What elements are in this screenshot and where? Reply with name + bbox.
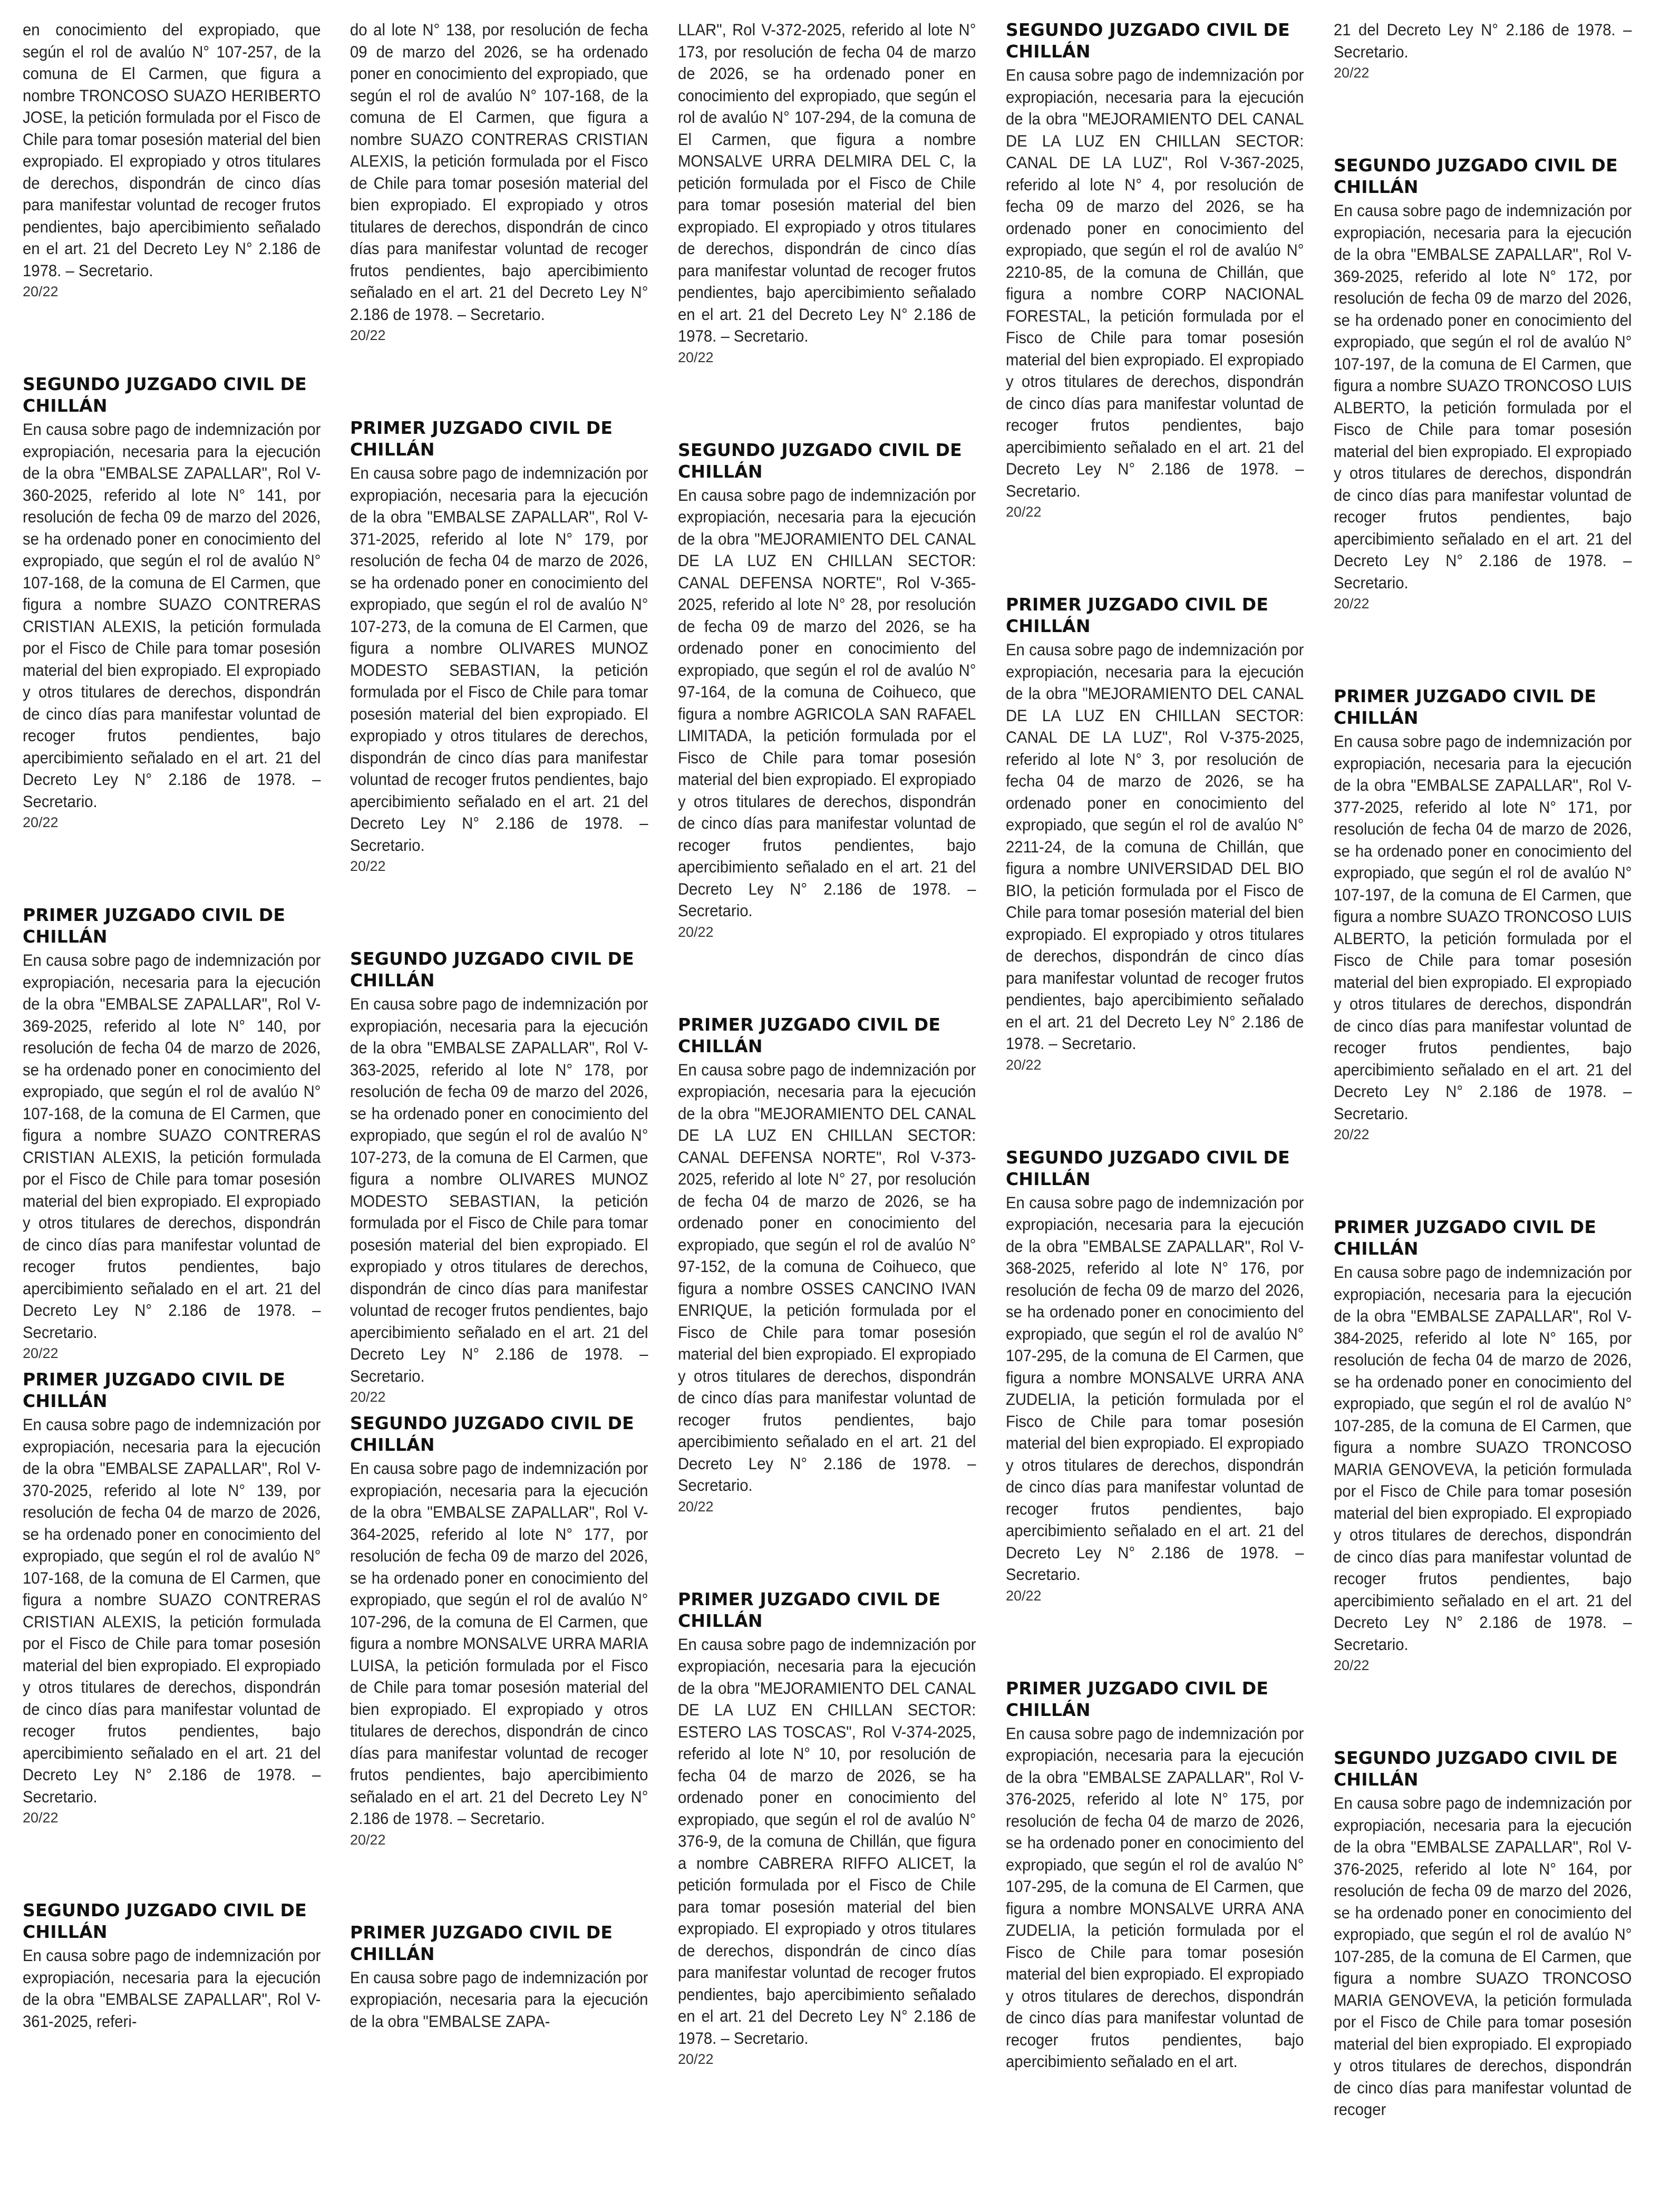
notice-heading: PRIMER JUZGADO CIVIL DE CHILLÁN [1006, 594, 1269, 636]
notice-code: 20/22 [350, 1389, 386, 1405]
notice-heading: SEGUNDO JUZGADO CIVIL DE CHILLÁN [350, 948, 634, 991]
legal-notice [1334, 1747, 1632, 2121]
notice-heading: PRIMER JUZGADO CIVIL DE CHILLÁN [1334, 1217, 1597, 1259]
notice-code: 20/22 [1334, 1657, 1370, 1673]
notice-code: 20/22 [350, 1831, 386, 1848]
column-1 [23, 19, 321, 2207]
notice-body: En causa sobre pago de indemnización por expropiación, necesaria para la ejecución de la obra "EMBALSE ZAPALLAR", Rol V-364-2025, referido al lote N° 177, por resolución de fecha 09 de marzo del 2026, se ha ordenado poner en conocimiento del expropiado, que según el rol de avalúo N° 107-296, de la comuna de El Carmen, que figura a nombre MONSALVE URRA MARIA LUISA, la petición formulada por el Fisco de Chile para tomar posesión material del bien expropiado. El expropiado y otros titulares de derechos, dispondrán de cinco días para manifestar voluntad de recoger frutos pendientes, bajo apercibimiento señalado en el art. 21 del Decreto Ley N° 2.186 de 1978. – Secretario. [350, 1459, 648, 1828]
legal-notice [23, 373, 321, 831]
notice-body: En causa sobre pago de indemnización por expropiación, necesaria para la ejecución de la obra "EMBALSE ZAPALLAR", Rol V-370-2025, referido al lote N° 139, por resolución de fecha 04 de marzo de 2026, se ha ordenado poner en conocimiento del expropiado, que según el rol de avalúo N° 107-168, de la comuna de El Carmen, que figura a nombre SUAZO CONTRERAS CRISTIAN ALEXIS, la petición formulada por el Fisco de Chile para tomar posesión material del bien expropiado. El expropiado y otros titulares de derechos, dispondrán de cinco días para manifestar voluntad de recoger frutos pendientes, bajo apercibimiento señalado en el art. 21 del Decreto Ley N° 2.186 de 1978. – Secretario. [23, 1415, 321, 1806]
notice-body: En causa sobre pago de indemnización por expropiación, necesaria para la ejecución de la obra "MEJORAMIENTO DEL CANAL DE LA LUZ EN CHILLAN SECTOR: ESTERO LAS TOSCAS", Rol V-374-2025, referido al lote N° 10, por resolución de fecha 04 de marzo de 2026, se ha ordenado poner en conocimiento del expropiado, que según el rol de avalúo N° 376-9, de la comuna de Chillán, que figura a nombre CABRERA RIFFO ALICET, la petición formulada por el Fisco de Chile para tomar posesión material del bien expropiado. El expropiado y otros titulares de derechos, dispondrán de cinco días para manifestar voluntad de recoger frutos pendientes, bajo apercibimiento señalado en el art. 21 del Decreto Ley N° 2.186 de 1978. – Secretario. [678, 1634, 976, 2048]
notice-body: En causa sobre pago de indemnización por expropiación, necesaria para la ejecución de la obra "EMBALSE ZAPA- [350, 1967, 648, 2031]
legal-notice [1006, 1677, 1304, 2073]
notice-body: En causa sobre pago de indemnización por expropiación, necesaria para la ejecución de la obra "EMBALSE ZAPALLAR", Rol V-369-2025, referido al lote N° 172, por resolución de fecha 09 de marzo del 2026, se ha ordenado poner en conocimiento del expropiado, que según el rol de avalúo N° 107-197, de la comuna de El Carmen, que figura a nombre SUAZO TRONCOSO LUIS ALBERTO, la petición formulada por el Fisco de Chile para tomar posesión material del bien expropiado. El expropiado y otros titulares de derechos, dispondrán de cinco días para manifestar voluntad de recoger frutos pendientes, bajo apercibimiento señalado en el art. 21 del Decreto Ley N° 2.186 de 1978. – Secretario. [1334, 201, 1632, 592]
notice-heading: PRIMER JUZGADO CIVIL DE CHILLÁN [23, 1369, 286, 1411]
legal-notice [1006, 19, 1304, 521]
notice-heading: PRIMER JUZGADO CIVIL DE CHILLÁN [23, 905, 286, 947]
notice-code: 20/22 [23, 284, 59, 299]
notice-body: LLAR", Rol V-372-2025, referido al lote N° 173, por resolución de fecha 04 de marzo de 2026, se ha ordenado poner en conocimiento del expropiado, que según el rol de avalúo N° 107-294, de la comuna de El Carmen, que figura a nombre MONSALVE URRA DELMIRA DEL C, la petición formulada por el Fisco de Chile para tomar posesión material del bien expropiado. El expropiado y otros titulares de derechos, dispondrán de cinco días para manifestar voluntad de recoger frutos pendientes, bajo apercibimiento señalado en el art. 21 del Decreto Ley N° 2.186 de 1978. – Secretario. [678, 20, 976, 345]
notice-body: En causa sobre pago de indemnización por expropiación, necesaria para la ejecución de la obra "EMBALSE ZAPALLAR", Rol V-360-2025, referido al lote N° 141, por resolución de fecha 09 de marzo del 2026, se ha ordenado poner en conocimiento del expropiado, que según el rol de avalúo N° 107-168, de la comuna de El Carmen, que figura a nombre SUAZO CONTRERAS CRISTIAN ALEXIS, la petición formulada por el Fisco de Chile para tomar posesión material del bien expropiado. El expropiado y otros titulares de derechos, dispondrán de cinco días para manifestar voluntad de recoger frutos pendientes, bajo apercibimiento señalado en el art. 21 del Decreto Ley N° 2.186 de 1978. – Secretario. [23, 420, 321, 811]
notice-code: 20/22 [678, 349, 714, 365]
notice-code: 20/22 [1334, 65, 1370, 81]
notice-body: En causa sobre pago de indemnización por expropiación, necesaria para la ejecución de la obra "EMBALSE ZAPALLAR", Rol V-376-2025, referido al lote N° 164, por resolución de fecha 09 de marzo del 2026, se ha ordenado poner en conocimiento del expropiado, que según el rol de avalúo N° 107-285, de la comuna de El Carmen, que figura a nombre SUAZO TRONCOSO MARIA GENOVEVA, la petición formulada por el Fisco de Chile para tomar posesión material del bien expropiado. El expropiado y otros titulares de derechos, dispondrán de cinco días para manifestar voluntad de recoger [1334, 1793, 1632, 2119]
notice-code: 20/22 [1006, 504, 1042, 520]
legal-notice [678, 1588, 976, 2069]
legal-notice [678, 1014, 976, 1516]
notice-body: En causa sobre pago de indemnización por expropiación, necesaria para la ejecución de la obra "EMBALSE ZAPALLAR", Rol V-377-2025, referido al lote N° 171, por resolución de fecha 04 de marzo de 2026, se ha ordenado poner en conocimiento del expropiado, que según el rol de avalúo N° 107-197, de la comuna de El Carmen, que figura a nombre SUAZO TRONCOSO LUIS ALBERTO, la petición formulada por el Fisco de Chile para tomar posesión material del bien expropiado. El expropiado y otros titulares de derechos, dispondrán de cinco días para manifestar voluntad de recoger frutos pendientes, bajo apercibimiento señalado en el art. 21 del Decreto Ley N° 2.186 de 1978. – Secretario. [1334, 732, 1632, 1123]
notice-heading: SEGUNDO JUZGADO CIVIL DE CHILLÁN [1334, 155, 1618, 197]
legal-notice [23, 1369, 321, 1827]
notice-body: En causa sobre pago de indemnización por expropiación, necesaria para la ejecución de la obra "EMBALSE ZAPALLAR", Rol V-368-2025, referido al lote N° 176, por resolución de fecha 09 de marzo del 2026, se ha ordenado poner en conocimiento del expropiado, que según el rol de avalúo N° 107-295, de la comuna de El Carmen, que figura a nombre MONSALVE URRA ANA ZUDELIA, la petición formulada por el Fisco de Chile para tomar posesión material del bien expropiado. El expropiado y otros titulares de derechos, dispondrán de cinco días para manifestar voluntad de recoger frutos pendientes, bajo apercibimiento señalado en el art. 21 del Decreto Ley N° 2.186 de 1978. – Secretario. [1006, 1192, 1304, 1584]
notice-body: En causa sobre pago de indemnización por expropiación, necesaria para la ejecución de la obra "EMBALSE ZAPALLAR", Rol V-363-2025, referido al lote N° 178, por resolución de fecha 09 de marzo del 2026, se ha ordenado poner en conocimiento del expropiado, que según el rol de avalúo N° 107-273, de la comuna de El Carmen, que figura a nombre OLIVARES MUNOZ MODESTO SEBASTIAN, la petición formulada por el Fisco de Chile para tomar posesión material del bien expropiado. El expropiado y otros titulares de derechos, dispondrán de cinco días para manifestar voluntad de recoger frutos pendientes, bajo apercibimiento señalado en el art. 21 del Decreto Ley N° 2.186 de 1978. – Secretario. [350, 994, 648, 1385]
notice-heading: SEGUNDO JUZGADO CIVIL DE CHILLÁN [23, 374, 307, 416]
notice-body: do al lote N° 138, por resolución de fecha 09 de marzo del 2026, se ha ordenado poner en conocimiento del expropiado, que según el rol de avalúo N° 107-168, de la comuna de El Carmen, que figura a nombre SUAZO CONTRERAS CRISTIAN ALEXIS, la petición formulada por el Fisco de Chile para tomar posesión material del bien expropiado. El expropiado y otros titulares de derechos, dispondrán de cinco días para manifestar voluntad de recoger frutos pendientes, bajo apercibimiento señalado en el art. 21 del Decreto Ley N° 2.186 de 1978. – Secretario. [350, 20, 648, 324]
notice-code: 20/22 [23, 814, 59, 830]
notice-code: 20/22 [678, 1498, 714, 1515]
notice-body: En causa sobre pago de indemnización por expropiación, necesaria para la ejecución de la obra "MEJORAMIENTO DEL CANAL DE LA LUZ EN CHILLAN SECTOR: CANAL DE LA LUZ", Rol V-375-2025, referido al lote N° 3, por resolución de fecha 04 de marzo de 2026, se ha ordenado poner en conocimiento del expropiado, que según el rol de avalúo N° 2211-24, de la comuna de Chillán, que figura a nombre UNIVERSIDAD DEL BIO BIO, la petición formulada por el Fisco de Chile para tomar posesión material del bien expropiado. El expropiado y otros titulares de derechos, dispondrán de cinco días para manifestar voluntad de recoger frutos pendientes, bajo apercibimiento señalado en el art. 21 del Decreto Ley N° 2.186 de 1978. – Secretario. [1006, 640, 1304, 1053]
column-2 [350, 19, 648, 2207]
legal-notice [350, 1922, 648, 2033]
legal-notice [1006, 1147, 1304, 1605]
legal-notice [1334, 19, 1632, 82]
legal-notice [350, 417, 648, 875]
notice-heading: SEGUNDO JUZGADO CIVIL DE CHILLÁN [678, 439, 962, 482]
legal-notice [1006, 594, 1304, 1074]
legal-notice [678, 19, 976, 366]
column-3 [678, 19, 976, 2207]
notice-code: 20/22 [678, 2051, 714, 2067]
notice-body: En causa sobre pago de indemnización por expropiación, necesaria para la ejecución de la obra "EMBALSE ZAPALLAR", Rol V-384-2025, referido al lote N° 165, por resolución de fecha 04 de marzo de 2026, se ha ordenado poner en conocimiento del expropiado, que según el rol de avalúo N° 107-285, de la comuna de El Carmen, que figura a nombre SUAZO TRONCOSO MARIA GENOVEVA, la petición formulada por el Fisco de Chile para tomar posesión material del bien expropiado. El expropiado y otros titulares de derechos, dispondrán de cinco días para manifestar voluntad de recoger frutos pendientes, bajo apercibimiento señalado en el art. 21 del Decreto Ley N° 2.186 de 1978. – Secretario. [1334, 1263, 1632, 1654]
notice-heading: SEGUNDO JUZGADO CIVIL DE CHILLÁN [1334, 1748, 1618, 1790]
notice-body: En causa sobre pago de indemnización por expropiación, necesaria para la ejecución de la obra "MEJORAMIENTO DEL CANAL DE LA LUZ EN CHILLAN SECTOR: CANAL DE LA LUZ", Rol V-367-2025, referido al lote N° 4, por resolución de fecha 09 de marzo del 2026, se ha ordenado poner en conocimiento del expropiado, que según el rol de avalúo N° 2210-85, de la comuna de Chillán, que figura a nombre CORP NACIONAL FORESTAL, la petición formulada por el Fisco de Chile para tomar posesión material del bien expropiado. El expropiado y otros titulares de derechos, dispondrán de cinco días para manifestar voluntad de recoger frutos pendientes, bajo apercibimiento señalado en el art. 21 del Decreto Ley N° 2.186 de 1978. – Secretario. [1006, 65, 1304, 500]
notice-code: 20/22 [1006, 1056, 1042, 1073]
notice-heading: PRIMER JUZGADO CIVIL DE CHILLÁN [678, 1588, 941, 1631]
notice-code: 20/22 [350, 327, 386, 343]
legal-notice [23, 19, 321, 300]
notice-heading: PRIMER JUZGADO CIVIL DE CHILLÁN [350, 1922, 613, 1964]
legal-notice [350, 19, 648, 344]
notice-heading: SEGUNDO JUZGADO CIVIL DE CHILLÁN [1006, 1147, 1290, 1189]
legal-notice [350, 1412, 648, 1849]
notice-heading: PRIMER JUZGADO CIVIL DE CHILLÁN [1006, 1677, 1269, 1720]
notice-body: En causa sobre pago de indemnización por expropiación, necesaria para la ejecución de la obra "EMBALSE ZAPALLAR", Rol V-376-2025, referido al lote N° 175, por resolución de fecha 04 de marzo de 2026, se ha ordenado poner en conocimiento del expropiado, que según el rol de avalúo N° 107-295, de la comuna de El Carmen, que figura a nombre MONSALVE URRA ANA ZUDELIA, la petición formulada por el Fisco de Chile para tomar posesión material del bien expropiado. El expropiado y otros titulares de derechos, dispondrán de cinco días para manifestar voluntad de recoger frutos pendientes, bajo apercibimiento señalado en el art. [1006, 1723, 1304, 2071]
legal-notice [23, 1899, 321, 2032]
notice-heading: SEGUNDO JUZGADO CIVIL DE CHILLÁN [350, 1413, 634, 1455]
legal-notice [678, 439, 976, 941]
notice-code: 20/22 [1006, 1587, 1042, 1604]
notice-body: 21 del Decreto Ley N° 2.186 de 1978. – Secretario. [1334, 20, 1632, 61]
legal-notice [1334, 685, 1632, 1143]
notice-heading: PRIMER JUZGADO CIVIL DE CHILLÁN [350, 418, 613, 460]
notice-code: 20/22 [1334, 1127, 1370, 1142]
notice-code: 20/22 [23, 1810, 59, 1826]
notice-body: En causa sobre pago de indemnización por expropiación, necesaria para la ejecución de la obra "MEJORAMIENTO DEL CANAL DE LA LUZ EN CHILLAN SECTOR: CANAL DEFENSA NORTE", Rol V-365-2025, referido al lote N° 28, por resolución de fecha 09 de marzo del 2026, se ha ordenado poner en conocimiento del expropiado, que según el rol de avalúo N° 97-164, de la comuna de Coihueco, que figura a nombre AGRICOLA SAN RAFAEL LIMITADA, la petición formulada por el Fisco de Chile para tomar posesión material del bien expropiado. El expropiado y otros titulares de derechos, dispondrán de cinco días para manifestar voluntad de recoger frutos pendientes, bajo apercibimiento señalado en el art. 21 del Decreto Ley N° 2.186 de 1978. – Secretario. [678, 485, 976, 920]
legal-notice [23, 904, 321, 1362]
notice-body: En causa sobre pago de indemnización por expropiación, necesaria para la ejecución de la obra "MEJORAMIENTO DEL CANAL DE LA LUZ EN CHILLAN SECTOR: CANAL DEFENSA NORTE", Rol V-373-2025, referido al lote N° 27, por resolución de fecha 04 de marzo de 2026, se ha ordenado poner en conocimiento del expropiado, que según el rol de avalúo N° 97-152, de la comuna de Coihueco, que figura a nombre OSSES CANCINO IVAN ENRIQUE, la petición formulada por el Fisco de Chile para tomar posesión material del bien expropiado. El expropiado y otros titulares de derechos, dispondrán de cinco días para manifestar voluntad de recoger frutos pendientes, bajo apercibimiento señalado en el art. 21 del Decreto Ley N° 2.186 de 1978. – Secretario. [678, 1060, 976, 1495]
notice-body: En causa sobre pago de indemnización por expropiación, necesaria para la ejecución de la obra "EMBALSE ZAPALLAR", Rol V-371-2025, referido al lote N° 179, por resolución de fecha 04 de marzo de 2026, se ha ordenado poner en conocimiento del expropiado, que según el rol de avalúo N° 107-273, de la comuna de El Carmen, que figura a nombre OLIVARES MUNOZ MODESTO SEBASTIAN, la petición formulada por el Fisco de Chile para tomar posesión material del bien expropiado. El expropiado y otros titulares de derechos, dispondrán de cinco días para manifestar voluntad de recoger frutos pendientes, bajo apercibimiento señalado en el art. 21 del Decreto Ley N° 2.186 de 1978. – Secretario. [350, 463, 648, 855]
notice-heading: SEGUNDO JUZGADO CIVIL DE CHILLÁN [23, 1900, 307, 1942]
column-5 [1334, 19, 1632, 2207]
legal-notice [1334, 1216, 1632, 1674]
notice-heading: PRIMER JUZGADO CIVIL DE CHILLÁN [1334, 686, 1597, 728]
notice-code: 20/22 [1334, 596, 1370, 612]
legal-notice [350, 948, 648, 1406]
column-4 [1006, 19, 1304, 2207]
legal-notice [1334, 154, 1632, 613]
notice-heading: SEGUNDO JUZGADO CIVIL DE CHILLÁN [1006, 20, 1290, 62]
notice-heading: PRIMER JUZGADO CIVIL DE CHILLÁN [678, 1014, 941, 1056]
notice-body: En causa sobre pago de indemnización por expropiación, necesaria para la ejecución de la obra "EMBALSE ZAPALLAR", Rol V-361-2025, referi- [23, 1946, 321, 2031]
notice-code: 20/22 [23, 1345, 59, 1361]
notice-code: 20/22 [678, 924, 714, 940]
notice-body: en conocimiento del expropiado, que según el rol de avalúo N° 107-257, de la comuna de El Carmen, que figura a nombre TRONCOSO SUAZO HERIBERTO JOSE, la petición formulada por el Fisco de Chile para tomar posesión material del bien expropiado. El expropiado y otros titulares de derechos, dispondrán de cinco días para manifestar voluntad de recoger frutos pendientes, bajo apercibimiento señalado en el art. 21 del Decreto Ley N° 2.186 de 1978. – Secretario. [23, 20, 321, 280]
notice-body: En causa sobre pago de indemnización por expropiación, necesaria para la ejecución de la obra "EMBALSE ZAPALLAR", Rol V-369-2025, referido al lote N° 140, por resolución de fecha 04 de marzo de 2026, se ha ordenado poner en conocimiento del expropiado, que según el rol de avalúo N° 107-168, de la comuna de El Carmen, que figura a nombre SUAZO CONTRERAS CRISTIAN ALEXIS, la petición formulada por el Fisco de Chile para tomar posesión material del bien expropiado. El expropiado y otros titulares de derechos, dispondrán de cinco días para manifestar voluntad de recoger frutos pendientes, bajo apercibimiento señalado en el art. 21 del Decreto Ley N° 2.186 de 1978. – Secretario. [23, 950, 321, 1342]
notice-code: 20/22 [350, 858, 386, 874]
